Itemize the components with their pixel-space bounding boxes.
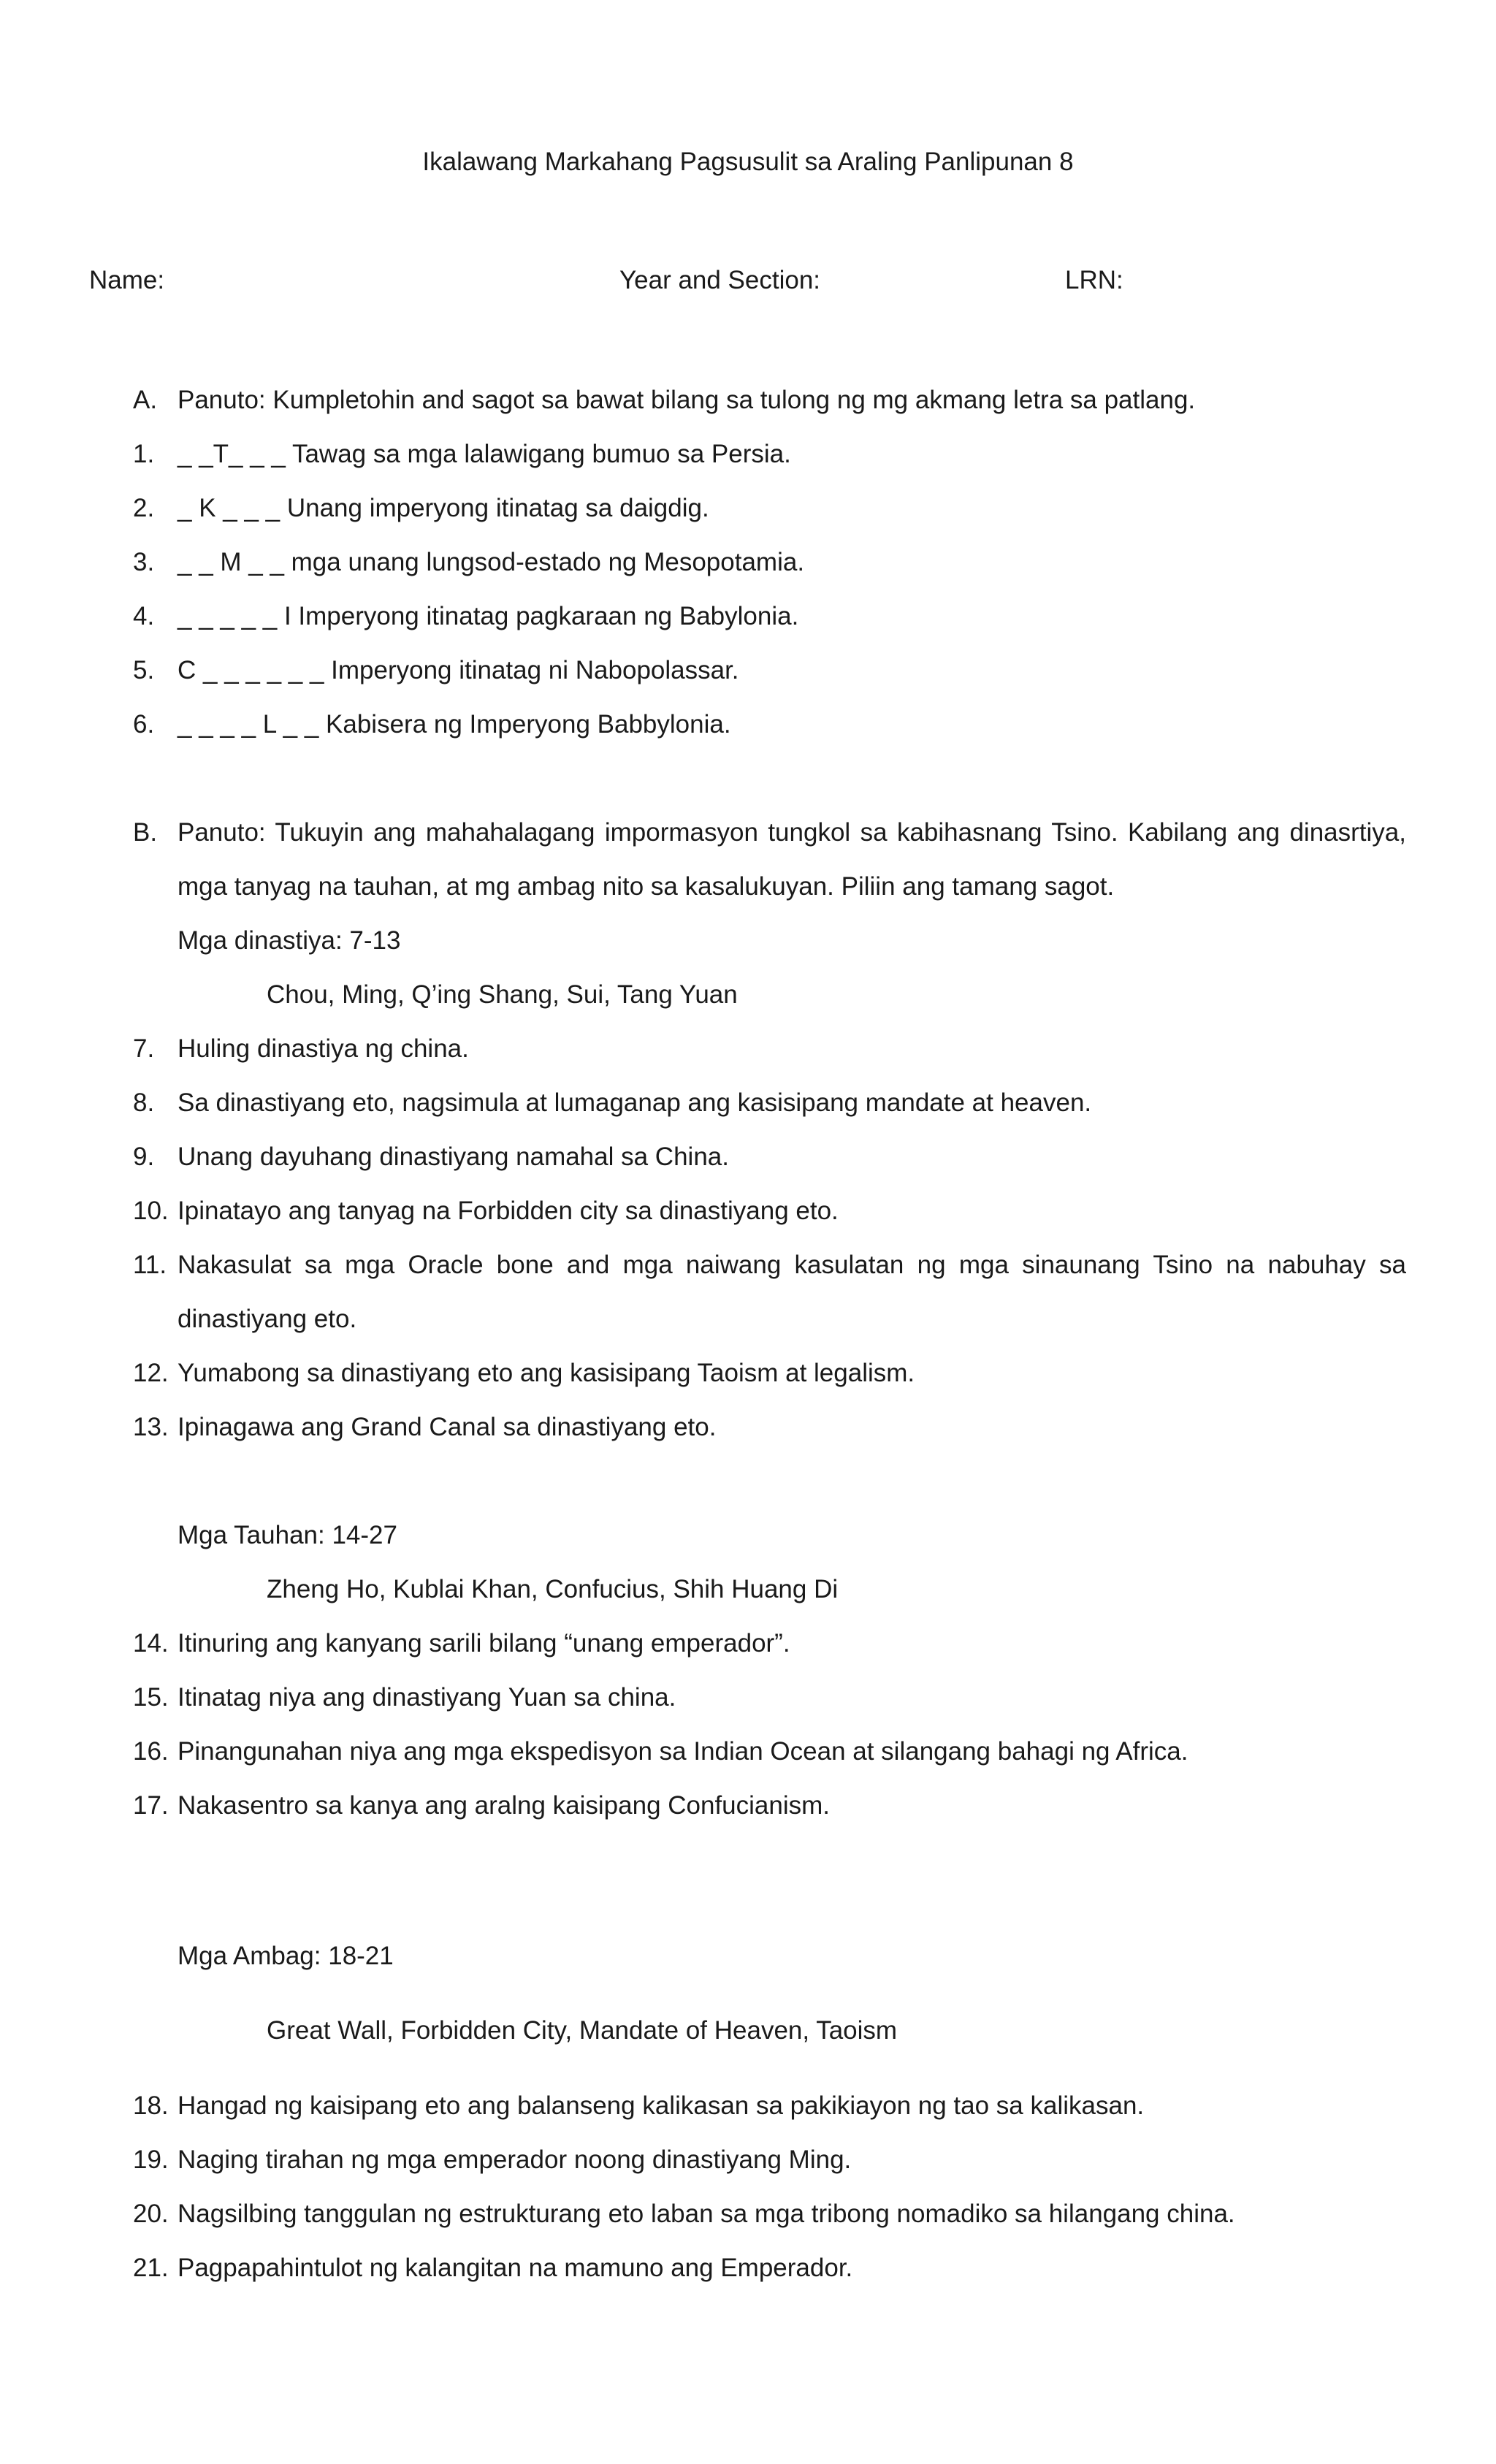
item-text: Unang dayuhang dinastiyang namahal sa China. — [178, 1143, 729, 1171]
item-text: Nakasentro sa kanya ang aralng kaisipang Confucianism. — [178, 1791, 831, 1820]
item-text: Nagsilbing tanggulan ng estrukturang eto laban sa mga tribong nomadiko sa hilangang china. — [178, 2200, 1235, 2228]
item-text: _ K _ _ _ Unang imperyong itinatag sa daigdig. — [178, 494, 709, 522]
item-text: _ _ _ _ L _ _ Kabisera ng Imperyong Babbylonia. — [178, 710, 731, 739]
figures-heading: Mga Tauhan: 14-27 — [178, 1521, 397, 1549]
section-b-instruction-line2: mga tanyag na tauhan, at mg ambag nito sa kasalukuyan. Piliin ang tamang sagot. — [178, 872, 1115, 901]
contributions-heading: Mga Ambag: 18-21 — [178, 1942, 394, 1970]
item-number: 8. — [133, 1088, 155, 1117]
item-number: 10. — [133, 1197, 169, 1225]
figures-choices: Zheng Ho, Kublai Khan, Confucius, Shih Huang Di — [267, 1575, 839, 1603]
dynasties-heading: Mga dinastiya: 7-13 — [178, 926, 401, 955]
item-number: 9. — [133, 1143, 155, 1171]
item-text: Itinuring ang kanyang sarili bilang “unang emperador”. — [178, 1629, 790, 1658]
item-text: _ _T_ _ _ Tawag sa mga lalawigang bumuo sa Persia. — [178, 440, 791, 468]
item-number: 13. — [133, 1413, 169, 1441]
name-label: Name: — [89, 266, 165, 294]
item-number: 6. — [133, 710, 155, 739]
item-number: 3. — [133, 548, 155, 576]
item-number: 5. — [133, 656, 155, 684]
item-text: Ipinatayo ang tanyag na Forbidden city sa dinastiyang eto. — [178, 1197, 839, 1225]
item-number: 4. — [133, 602, 155, 630]
section-b-letter: B. — [133, 818, 158, 847]
item-number: 15. — [133, 1683, 169, 1712]
item-text: Ipinagawa ang Grand Canal sa dinastiyang eto. — [178, 1413, 717, 1441]
item-number: 20. — [133, 2200, 169, 2228]
item-text: Pagpapahintulot ng kalangitan na mamuno ang Emperador. — [178, 2254, 853, 2282]
item-number: 12. — [133, 1359, 169, 1387]
item-number: 17. — [133, 1791, 169, 1820]
item-text: _ _ M _ _ mga unang lungsod-estado ng Mesopotamia. — [178, 548, 805, 576]
item-number: 2. — [133, 494, 155, 522]
year-section-label: Year and Section: — [619, 266, 821, 294]
item-number: 1. — [133, 440, 155, 468]
item-number: 16. — [133, 1737, 169, 1766]
item-number: 21. — [133, 2254, 169, 2282]
item-text: Yumabong sa dinastiyang eto ang kasisipang Taoism at legalism. — [178, 1359, 915, 1387]
item-text: Sa dinastiyang eto, nagsimula at lumaganap ang kasisipang mandate at heaven. — [178, 1088, 1092, 1117]
item-text: Itinatag niya ang dinastiyang Yuan sa china. — [178, 1683, 676, 1712]
item-text: Huling dinastiya ng china. — [178, 1034, 469, 1063]
item-number: 14. — [133, 1629, 169, 1658]
item-text: _ _ _ _ _ I Imperyong itinatag pagkaraan ng Babylonia. — [178, 602, 799, 630]
section-b-instruction-line1: Panuto: Tukuyin ang mahahalagang impormasyon tungkol sa kabihasnang Tsino. Kabilang ang dinasrtiya, — [178, 818, 1406, 847]
item-text: C _ _ _ _ _ _ Imperyong itinatag ni Nabopolassar. — [178, 656, 739, 684]
item-text: Naging tirahan ng mga emperador noong dinastiyang Ming. — [178, 2145, 852, 2174]
item-number: 18. — [133, 2091, 169, 2120]
item-text: Hangad ng kaisipang eto ang balanseng kalikasan sa pakikiayon ng tao sa kalikasan. — [178, 2091, 1145, 2120]
section-a-instruction: Panuto: Kumpletohin and sagot sa bawat bilang sa tulong ng mg akmang letra sa patlang. — [178, 386, 1196, 414]
item-text: Nakasulat sa mga Oracle bone and mga naiwang kasulatan ng mga sinaunang Tsino na nabuhay sa — [178, 1251, 1406, 1279]
lrn-label: LRN: — [1065, 266, 1123, 294]
dynasties-choices: Chou, Ming, Q’ing Shang, Sui, Tang Yuan — [267, 980, 738, 1009]
contributions-choices: Great Wall, Forbidden City, Mandate of Heaven, Taoism — [267, 2016, 898, 2045]
page-title: Ikalawang Markahang Pagsusulit sa Araling Panlipunan 8 — [422, 148, 1074, 176]
item-number: 19. — [133, 2145, 169, 2174]
section-a-letter: A. — [133, 386, 158, 414]
item-number: 11. — [133, 1251, 167, 1279]
item-text: Pinangunahan niya ang mga ekspedisyon sa Indian Ocean at silangang bahagi ng Africa. — [178, 1737, 1188, 1766]
item-text-continued: dinastiyang eto. — [178, 1305, 357, 1333]
item-number: 7. — [133, 1034, 155, 1063]
